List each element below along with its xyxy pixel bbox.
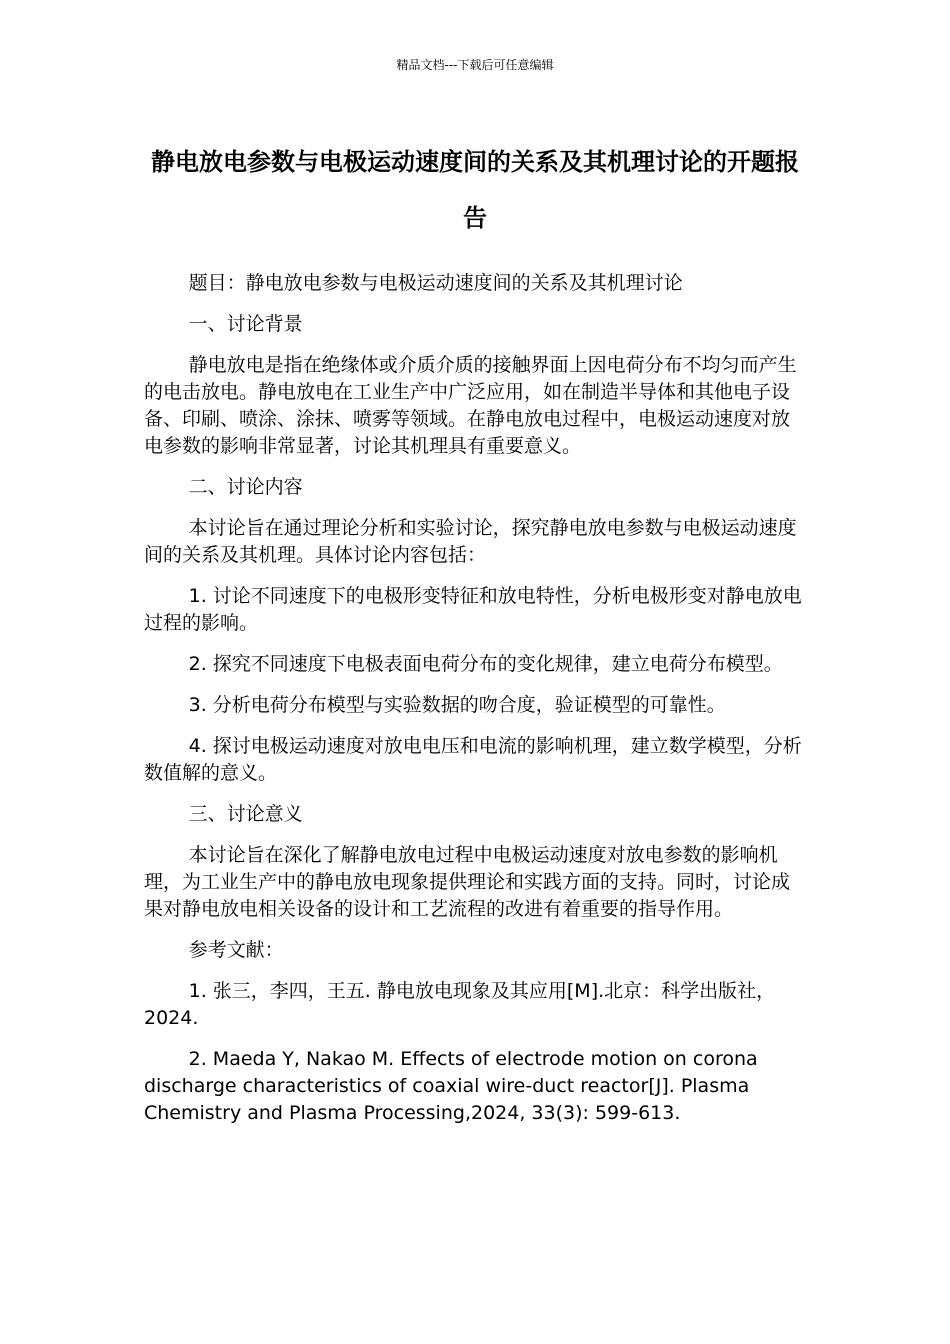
content-item-4: 4. 探讨电极运动速度对放电电压和电流的影响机理，建立数学模型，分析数值解的意义。 xyxy=(144,735,802,784)
page-header-note: 精品文档---下载后可任意编辑 xyxy=(396,58,554,72)
references-heading: 参考文献： xyxy=(188,939,284,961)
topic-line: 题目：静电放电参数与电极运动速度间的关系及其机理讨论 xyxy=(188,272,683,294)
section-heading-background: 一、讨论背景 xyxy=(188,313,303,335)
background-paragraph: 静电放电是指在绝缘体或介质介质的接触界面上因电荷分布不均匀而产生的电击放电。静电放电在工业生产中广泛应用，如在制造半导体和其他电子设备、印刷、喷涂、涂抹、喷雾等领域。在静电放电过程中，电极运动速度对放电参数的影响非常显著，讨论其机理具有重要意义。 xyxy=(144,354,797,457)
document-title: 静电放电参数与电极运动速度间的关系及其机理讨论的开题报告 xyxy=(151,148,799,232)
content-item-1: 1. 讨论不同速度下的电极形变特征和放电特性，分析电极形变对静电放电过程的影响。 xyxy=(144,585,802,634)
section-heading-significance: 三、讨论意义 xyxy=(188,803,303,825)
content-item-3: 3. 分析电荷分布模型与实验数据的吻合度，验证模型的可靠性。 xyxy=(188,694,726,716)
significance-paragraph: 本讨论旨在深化了解静电放电过程中电极运动速度对放电参数的影响机理，为工业生产中的静电放电现象提供理论和实践方面的支持。同时，讨论成果对静电放电相关设备的设计和工艺流程的改进有着重要的指导作用。 xyxy=(144,844,791,920)
reference-item-2: 2. Maeda Y, Nakao M. Effects of electrode motion on corona discharge characteristics of coaxial wire-duct reactor[J]. Plasma Chemistry and Plasma Processing,2024, 33(3): 599-613. xyxy=(144,1048,758,1124)
document-body xyxy=(144,270,808,1141)
reference-item-1: 1. 张三，李四，王五. 静电放电现象及其应用[M].北京：科学出版社，2024. xyxy=(144,980,776,1029)
content-intro-paragraph: 本讨论旨在通过理论分析和实验讨论，探究静电放电参数与电极运动速度间的关系及其机理。具体讨论内容包括： xyxy=(144,517,797,566)
section-heading-content: 二、讨论内容 xyxy=(188,476,303,498)
content-item-2: 2. 探究不同速度下电极表面电荷分布的变化规律，建立电荷分布模型。 xyxy=(188,653,783,675)
